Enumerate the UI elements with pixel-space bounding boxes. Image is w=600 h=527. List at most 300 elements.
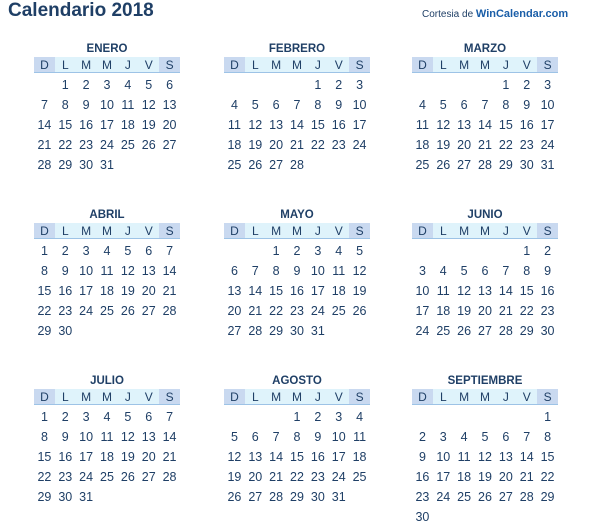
day-cell: 20 (478, 304, 492, 318)
day-cell: 21 (519, 470, 534, 484)
day-cell: 7 (481, 98, 489, 112)
weekday-label: L (55, 223, 76, 239)
day-cell: 5 (251, 98, 259, 112)
day-cell: 31 (79, 490, 94, 504)
day-cell: 22 (269, 304, 284, 318)
weekday-label: J (307, 223, 328, 239)
empty-day-cell (245, 407, 266, 427)
day-cell: 5 (124, 410, 132, 424)
day-cell: 12 (478, 450, 492, 464)
credit-line (422, 8, 568, 20)
day-cell: 28 (162, 304, 177, 318)
empty-day-cell (454, 407, 475, 427)
weekday-label: L (433, 223, 454, 239)
day-cell: 27 (269, 158, 284, 172)
empty-day-cell (34, 75, 55, 95)
day-cell: 19 (457, 304, 472, 318)
day-cell: 21 (162, 284, 177, 298)
weekday-label: D (224, 389, 245, 405)
day-cell: 28 (269, 490, 284, 504)
day-cell: 20 (141, 284, 156, 298)
day-cell: 9 (293, 264, 301, 278)
day-cell: 4 (335, 244, 343, 258)
day-cell: 23 (331, 138, 346, 152)
day-cell: 16 (519, 118, 534, 132)
day-cell: 6 (145, 410, 153, 424)
day-cell: 6 (230, 264, 238, 278)
weekday-label: M (454, 389, 475, 405)
day-cell: 17 (310, 284, 325, 298)
day-cell: 10 (331, 430, 346, 444)
weekday-label: M (475, 223, 496, 239)
month-name: MAYO (280, 209, 314, 221)
day-cell: 10 (415, 284, 430, 298)
day-cell: 23 (79, 138, 94, 152)
day-cell: 1 (544, 410, 552, 424)
day-cell: 25 (100, 304, 114, 318)
weekday-label: J (307, 389, 328, 405)
day-grid (412, 239, 558, 341)
month-enero (34, 42, 180, 175)
empty-day-cell (454, 241, 475, 261)
credit-brand-link[interactable]: WinCalendar.com (475, 8, 569, 20)
empty-day-cell (224, 241, 245, 261)
day-cell: 5 (124, 244, 132, 258)
empty-day-cell (433, 407, 454, 427)
day-cell: 15 (37, 450, 52, 464)
day-cell: 19 (141, 118, 156, 132)
day-cell: 18 (227, 138, 242, 152)
weekday-label: L (245, 389, 266, 405)
day-cell: 4 (103, 410, 111, 424)
day-cell: 19 (248, 138, 263, 152)
weekday-label: S (537, 57, 558, 73)
day-cell: 1 (314, 78, 322, 92)
day-cell: 23 (310, 470, 325, 484)
day-cell: 27 (141, 304, 156, 318)
weekday-label: L (245, 57, 266, 73)
day-cell: 12 (248, 118, 263, 132)
day-cell: 18 (100, 284, 114, 298)
day-cell: 22 (540, 470, 555, 484)
day-cell: 28 (162, 470, 177, 484)
day-cell: 28 (290, 158, 304, 172)
weekday-label: M (454, 57, 475, 73)
day-cell: 23 (519, 138, 534, 152)
day-cell: 10 (540, 98, 555, 112)
empty-day-cell (495, 241, 516, 261)
weekday-label: J (307, 57, 328, 73)
day-cell: 14 (290, 118, 304, 132)
day-cell: 26 (478, 490, 492, 504)
weekday-label: V (138, 389, 159, 405)
day-cell: 11 (332, 264, 346, 278)
day-cell: 21 (37, 138, 52, 152)
weekday-label: D (224, 223, 245, 239)
day-cell: 24 (310, 304, 325, 318)
day-cell: 3 (544, 78, 552, 92)
day-cell: 28 (37, 158, 52, 172)
day-cell: 27 (227, 324, 242, 338)
day-cell: 1 (61, 78, 69, 92)
day-cell: 23 (540, 304, 555, 318)
day-cell: 24 (100, 138, 114, 152)
empty-day-cell (495, 407, 516, 427)
day-cell: 16 (415, 470, 430, 484)
day-cell: 3 (439, 430, 447, 444)
day-cell: 15 (519, 284, 534, 298)
month-abril (34, 208, 180, 341)
weekday-label: V (138, 223, 159, 239)
day-cell: 6 (145, 244, 153, 258)
day-cell: 26 (120, 470, 135, 484)
day-cell: 19 (227, 470, 242, 484)
day-cell: 25 (100, 470, 114, 484)
weekday-label: M (266, 389, 287, 405)
day-cell: 6 (251, 430, 259, 444)
weekday-header (224, 223, 370, 239)
day-cell: 24 (436, 490, 451, 504)
month-febrero (224, 42, 370, 175)
empty-day-cell (245, 241, 266, 261)
day-cell: 11 (121, 98, 135, 112)
month-name: JULIO (90, 375, 124, 387)
day-grid (224, 405, 370, 507)
day-cell: 22 (290, 470, 304, 484)
day-cell: 3 (356, 78, 364, 92)
weekday-label: M (97, 223, 118, 239)
day-cell: 13 (141, 264, 156, 278)
day-cell: 2 (314, 410, 322, 424)
day-cell: 1 (523, 244, 531, 258)
day-cell: 2 (61, 410, 69, 424)
day-cell: 12 (120, 264, 135, 278)
weekday-label: M (287, 57, 308, 73)
day-cell: 12 (227, 450, 242, 464)
day-cell: 26 (141, 138, 156, 152)
day-cell: 23 (58, 470, 73, 484)
day-cell: 28 (248, 324, 263, 338)
weekday-label: J (495, 223, 516, 239)
day-cell: 2 (523, 78, 531, 92)
weekday-header (34, 57, 180, 73)
day-cell: 29 (540, 490, 555, 504)
day-cell: 23 (415, 490, 430, 504)
day-cell: 6 (481, 264, 489, 278)
day-cell: 19 (352, 284, 367, 298)
day-cell: 18 (120, 118, 135, 132)
day-cell: 27 (248, 490, 263, 504)
day-cell: 1 (293, 410, 301, 424)
day-cell: 7 (166, 244, 174, 258)
day-cell: 15 (540, 450, 555, 464)
day-cell: 16 (290, 284, 304, 298)
day-cell: 19 (478, 470, 492, 484)
day-cell: 5 (481, 430, 489, 444)
day-cell: 9 (418, 450, 426, 464)
day-cell: 4 (103, 244, 111, 258)
day-cell: 26 (436, 158, 451, 172)
day-cell: 17 (415, 304, 430, 318)
month-julio (34, 374, 180, 507)
weekday-label: L (55, 57, 76, 73)
weekday-label: M (475, 389, 496, 405)
day-cell: 30 (540, 324, 555, 338)
empty-day-cell (245, 75, 266, 95)
day-grid (34, 405, 180, 507)
day-cell: 9 (544, 264, 552, 278)
day-cell: 1 (272, 244, 280, 258)
day-cell: 31 (540, 158, 555, 172)
weekday-label: S (349, 389, 370, 405)
weekday-label: S (537, 223, 558, 239)
day-cell: 13 (162, 98, 177, 112)
day-cell: 31 (331, 490, 346, 504)
empty-day-cell (475, 75, 496, 95)
weekday-header (412, 389, 558, 405)
day-cell: 1 (40, 410, 48, 424)
day-cell: 27 (162, 138, 177, 152)
day-cell: 30 (79, 158, 94, 172)
empty-day-cell (412, 75, 433, 95)
day-cell: 23 (290, 304, 304, 318)
day-cell: 22 (498, 138, 513, 152)
day-cell: 15 (37, 284, 52, 298)
weekday-label: J (117, 57, 138, 73)
day-cell: 17 (79, 284, 94, 298)
day-cell: 14 (37, 118, 52, 132)
empty-day-cell (516, 407, 537, 427)
day-cell: 20 (457, 138, 472, 152)
day-cell: 30 (58, 324, 73, 338)
weekday-label: D (34, 389, 55, 405)
weekday-label: D (412, 57, 433, 73)
day-cell: 20 (248, 470, 263, 484)
day-cell: 25 (120, 138, 135, 152)
day-cell: 25 (436, 324, 451, 338)
empty-day-cell (224, 407, 245, 427)
day-cell: 14 (248, 284, 263, 298)
day-cell: 7 (40, 98, 48, 112)
day-cell: 21 (478, 138, 492, 152)
day-cell: 15 (310, 118, 325, 132)
day-cell: 14 (519, 450, 534, 464)
month-marzo (412, 42, 558, 175)
day-grid (412, 73, 558, 175)
month-agosto (224, 374, 370, 507)
day-cell: 16 (58, 284, 73, 298)
day-cell: 27 (498, 490, 513, 504)
day-cell: 22 (37, 304, 52, 318)
day-cell: 27 (457, 158, 472, 172)
day-cell: 30 (519, 158, 534, 172)
day-cell: 2 (544, 244, 552, 258)
day-cell: 4 (439, 264, 447, 278)
day-cell: 29 (58, 158, 73, 172)
day-cell: 20 (269, 138, 284, 152)
day-cell: 20 (141, 450, 156, 464)
day-cell: 29 (519, 324, 534, 338)
weekday-label: M (475, 57, 496, 73)
weekday-header (34, 389, 180, 405)
weekday-label: V (328, 223, 349, 239)
day-grid (412, 405, 558, 527)
day-cell: 8 (40, 430, 48, 444)
day-cell: 19 (436, 138, 451, 152)
day-cell: 7 (166, 410, 174, 424)
day-cell: 27 (478, 324, 492, 338)
day-cell: 24 (79, 304, 94, 318)
weekday-label: D (34, 57, 55, 73)
day-cell: 5 (356, 244, 364, 258)
day-cell: 3 (82, 244, 90, 258)
day-cell: 9 (314, 430, 322, 444)
day-cell: 13 (457, 118, 472, 132)
day-cell: 2 (293, 244, 301, 258)
weekday-label: S (159, 57, 180, 73)
month-septiembre (412, 374, 558, 527)
day-cell: 7 (502, 264, 510, 278)
month-name: MARZO (463, 43, 507, 55)
day-cell: 6 (166, 78, 174, 92)
empty-day-cell (433, 75, 454, 95)
day-cell: 6 (460, 98, 468, 112)
day-cell: 18 (436, 304, 451, 318)
day-cell: 1 (40, 244, 48, 258)
day-cell: 13 (141, 430, 156, 444)
day-cell: 15 (269, 284, 284, 298)
day-cell: 18 (457, 470, 472, 484)
weekday-label: J (117, 389, 138, 405)
day-cell: 31 (100, 158, 114, 172)
day-cell: 12 (436, 118, 451, 132)
credit-prefix: Cortesia de (422, 9, 474, 20)
weekday-label: M (76, 389, 97, 405)
day-cell: 14 (162, 430, 177, 444)
weekday-label: V (516, 389, 537, 405)
day-cell: 27 (141, 470, 156, 484)
day-cell: 21 (248, 304, 263, 318)
day-cell: 8 (40, 264, 48, 278)
month-mayo (224, 208, 370, 341)
day-cell: 16 (58, 450, 73, 464)
day-cell: 26 (248, 158, 263, 172)
day-cell: 28 (498, 324, 513, 338)
weekday-label: L (433, 389, 454, 405)
day-cell: 17 (436, 470, 451, 484)
empty-day-cell (433, 241, 454, 261)
day-cell: 23 (58, 304, 73, 318)
day-cell: 5 (230, 430, 238, 444)
weekday-label: M (266, 57, 287, 73)
empty-day-cell (266, 75, 287, 95)
weekday-label: V (138, 57, 159, 73)
day-cell: 9 (82, 98, 90, 112)
weekday-label: M (287, 223, 308, 239)
weekday-label: V (516, 57, 537, 73)
day-cell: 7 (523, 430, 531, 444)
weekday-label: M (454, 223, 475, 239)
day-cell: 26 (352, 304, 367, 318)
day-cell: 22 (58, 138, 73, 152)
day-cell: 22 (519, 304, 534, 318)
day-cell: 28 (519, 490, 534, 504)
day-cell: 14 (478, 118, 492, 132)
weekday-label: J (495, 389, 516, 405)
day-cell: 9 (335, 98, 343, 112)
day-grid (224, 239, 370, 341)
day-cell: 10 (79, 430, 94, 444)
weekday-label: D (34, 223, 55, 239)
weekday-header (34, 223, 180, 239)
day-cell: 8 (544, 430, 552, 444)
day-cell: 12 (457, 284, 472, 298)
weekday-label: M (97, 57, 118, 73)
day-cell: 3 (335, 410, 343, 424)
day-cell: 1 (502, 78, 510, 92)
day-cell: 3 (82, 410, 90, 424)
day-cell: 18 (331, 284, 346, 298)
day-cell: 25 (415, 158, 430, 172)
day-cell: 17 (79, 450, 94, 464)
month-name: FEBRERO (268, 43, 326, 55)
day-cell: 7 (293, 98, 301, 112)
month-junio (412, 208, 558, 341)
day-cell: 5 (460, 264, 468, 278)
day-cell: 13 (478, 284, 492, 298)
day-cell: 2 (335, 78, 343, 92)
day-cell: 10 (100, 98, 114, 112)
day-cell: 11 (457, 450, 471, 464)
day-cell: 17 (331, 450, 346, 464)
day-cell: 30 (310, 490, 325, 504)
day-cell: 12 (141, 98, 156, 112)
day-cell: 9 (61, 430, 69, 444)
day-cell: 21 (290, 138, 304, 152)
day-cell: 14 (269, 450, 284, 464)
day-cell: 2 (82, 78, 90, 92)
weekday-label: S (349, 223, 370, 239)
day-cell: 30 (58, 490, 73, 504)
day-cell: 11 (227, 118, 241, 132)
day-cell: 5 (145, 78, 153, 92)
day-cell: 29 (269, 324, 284, 338)
day-cell: 24 (331, 470, 346, 484)
weekday-label: S (537, 389, 558, 405)
page-title: Calendario 2018 (8, 0, 154, 21)
weekday-label: V (328, 57, 349, 73)
weekday-label: V (516, 223, 537, 239)
day-cell: 11 (100, 430, 114, 444)
day-cell: 11 (415, 118, 429, 132)
day-cell: 24 (540, 138, 555, 152)
weekday-label: D (412, 389, 433, 405)
day-cell: 13 (227, 284, 242, 298)
day-cell: 29 (37, 324, 52, 338)
day-cell: 16 (331, 118, 346, 132)
day-cell: 12 (352, 264, 367, 278)
weekday-label: J (117, 223, 138, 239)
day-cell: 19 (120, 284, 135, 298)
day-cell: 15 (498, 118, 513, 132)
day-cell: 22 (37, 470, 52, 484)
day-cell: 22 (310, 138, 325, 152)
day-cell: 4 (356, 410, 364, 424)
day-cell: 4 (418, 98, 426, 112)
day-cell: 2 (61, 244, 69, 258)
day-cell: 8 (272, 264, 280, 278)
day-cell: 21 (498, 304, 513, 318)
